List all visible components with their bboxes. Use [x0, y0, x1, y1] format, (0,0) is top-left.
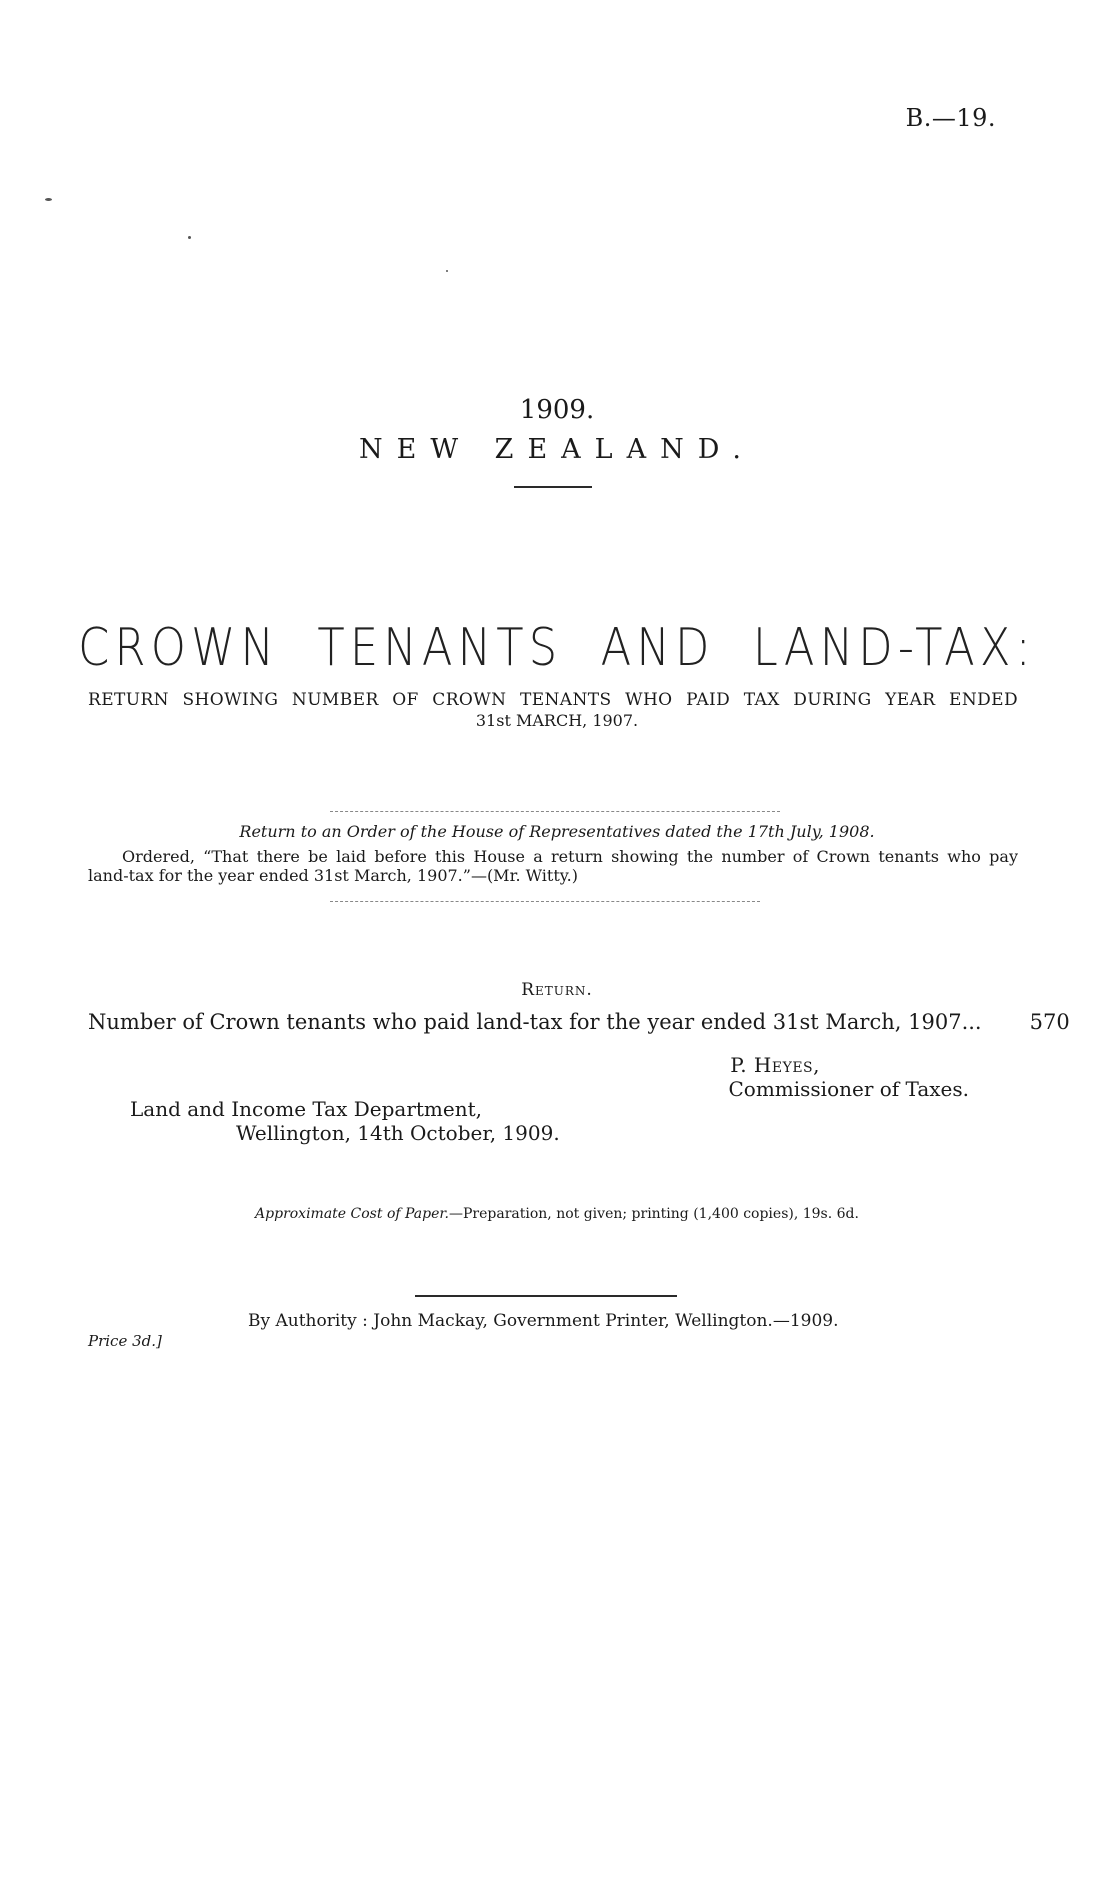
- divider-rule: [514, 486, 592, 488]
- return-heading: Return.: [521, 980, 593, 1000]
- leader-dots: ...: [961, 1010, 982, 1034]
- order-reference: Return to an Order of the House of Representatives dated the 17th July, 1908.: [239, 822, 875, 841]
- scan-speck: [45, 198, 52, 201]
- scan-speck: [188, 236, 191, 239]
- price-note: Price 3d.]: [88, 1332, 162, 1350]
- department-line-1: Land and Income Tax Department,: [130, 1097, 483, 1121]
- subtitle-line-1: RETURN SHOWING NUMBER OF CROWN TENANTS WHO PAID TAX DURING YEAR ENDED: [88, 690, 1018, 710]
- return-data-row: [88, 1010, 1070, 1034]
- scan-speck: [446, 270, 448, 272]
- cost-text: —Preparation, not given; printing (1,400 copies), 19s. 6d.: [449, 1206, 859, 1222]
- ordered-text-line-2: land-tax for the year ended 31st March, 1907.”—(Mr. Witty.): [88, 866, 579, 885]
- year-heading: 1909.: [519, 395, 595, 425]
- divider-rule: [330, 811, 780, 812]
- subtitle-line-2: 31st MARCH, 1907.: [475, 711, 639, 730]
- divider-rule: [330, 901, 760, 902]
- printer-authority-line: By Authority : John Mackay, Government Printer, Wellington.—1909.: [248, 1311, 839, 1331]
- signatory-title: Commissioner of Taxes.: [728, 1077, 969, 1101]
- cost-of-paper-note: [0, 1206, 1114, 1222]
- document-title: CROWN TENANTS AND LAND-TAX:: [78, 618, 1036, 678]
- department-line-2: Wellington, 14th October, 1909.: [236, 1121, 560, 1145]
- return-row-value: 570: [1029, 1010, 1070, 1034]
- return-row-label: Number of Crown tenants who paid land-tax for the year ended 31st March, 1907: [88, 1010, 962, 1034]
- cost-label: Approximate Cost of Paper.: [255, 1206, 449, 1222]
- ordered-text-line-1: Ordered, “That there be laid before this House a return showing the number of Crown tenants who pay: [122, 847, 1018, 866]
- signatory-name: P. Heyes,: [730, 1053, 820, 1077]
- divider-rule: [415, 1295, 677, 1297]
- paper-reference: B.—19.: [905, 104, 996, 132]
- country-heading: NEW ZEALAND.: [359, 434, 755, 465]
